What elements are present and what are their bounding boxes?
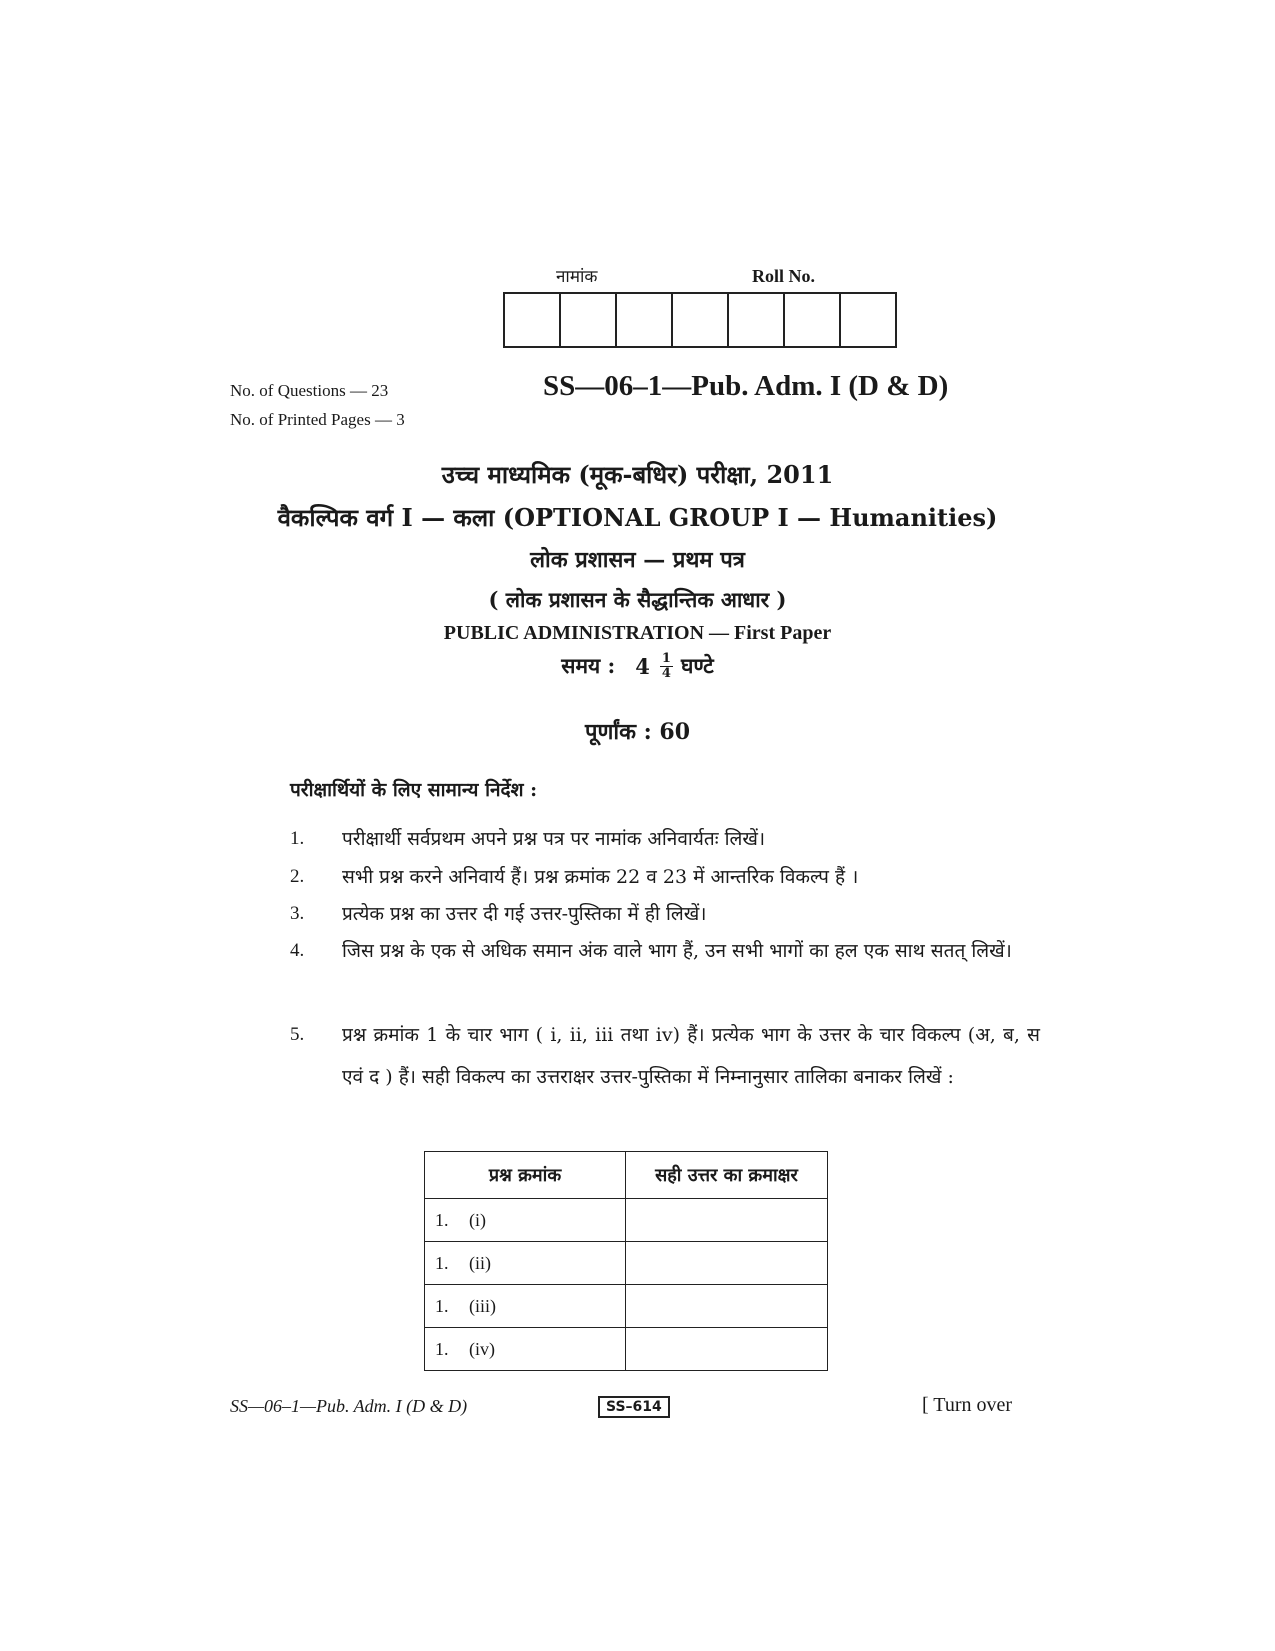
- instruction-number: 3.: [290, 903, 305, 924]
- instruction-text: प्रश्न क्रमांक 1 के चार भाग ( i, ii, iii तथा iv) हैं। प्रत्येक भाग के उत्तर के चार विकल्प (अ, ब, स एवं द ) हैं। सही विकल्प का उत्तराक्षर उत्तर-पुस्तिका में निम्नानुसार तालिका बनाकर लिखें :: [342, 1024, 1040, 1088]
- instruction-number: 4.: [290, 940, 305, 961]
- roll-label-hindi: नामांक: [556, 267, 598, 287]
- instruction-item: [290, 930, 1040, 972]
- time-whole: 4: [635, 653, 650, 679]
- instruction-item: [290, 818, 1040, 860]
- roll-label-english: Roll No.: [752, 266, 815, 286]
- column-header: सही उत्तर का क्रमाक्षर: [626, 1152, 828, 1199]
- time-label: समय :: [561, 653, 616, 679]
- roll-box: [505, 294, 561, 346]
- instruction-text: परीक्षार्थी सर्वप्रथम अपने प्रश्न पत्र पर नामांक अनिवार्यतः लिखें।: [342, 828, 766, 850]
- fraction-denominator: 4: [661, 665, 671, 681]
- question-count: No. of Questions — 23: [230, 381, 389, 400]
- roll-box: [561, 294, 617, 346]
- instruction-text: जिस प्रश्न के एक से अधिक समान अंक वाले भाग हैं, उन सभी भागों का हल एक साथ सतत् लिखें।: [342, 940, 1012, 962]
- table-row: [425, 1242, 828, 1285]
- subject-title-hindi: लोक प्रशासन — प्रथम पत्र: [530, 547, 745, 573]
- paper-code: SS—06–1—Pub. Adm. I (D & D): [543, 370, 949, 402]
- row-part: (i): [469, 1209, 486, 1230]
- instruction-number: 5.: [290, 1024, 305, 1045]
- question-number-cell: [425, 1199, 626, 1242]
- question-number-cell: [425, 1328, 626, 1371]
- row-number: 1.: [435, 1209, 449, 1230]
- roll-number-boxes: [503, 292, 897, 348]
- table-row: [425, 1285, 828, 1328]
- roll-box: [617, 294, 673, 346]
- row-part: (iv): [469, 1338, 495, 1359]
- column-header: प्रश्न क्रमांक: [425, 1152, 626, 1199]
- page-count: No. of Printed Pages — 3: [230, 410, 405, 429]
- answer-cell: [626, 1199, 828, 1242]
- roll-box: [729, 294, 785, 346]
- turn-over-note: [ Turn over: [922, 1394, 1013, 1416]
- question-number-cell: [425, 1242, 626, 1285]
- time-fraction: [660, 652, 673, 680]
- table-row: [425, 1199, 828, 1242]
- row-part: (iii): [469, 1295, 496, 1316]
- roll-box: [841, 294, 895, 346]
- roll-box: [673, 294, 729, 346]
- row-number: 1.: [435, 1295, 449, 1316]
- instructions-heading: परीक्षार्थियों के लिए सामान्य निर्देश :: [290, 779, 538, 801]
- subject-title-english: PUBLIC ADMINISTRATION — First Paper: [443, 622, 832, 644]
- fraction-numerator: 1: [661, 651, 671, 666]
- table-row: [425, 1328, 828, 1371]
- footer-booklet-code: SS–614: [598, 1396, 670, 1418]
- subject-subtitle: ( लोक प्रशासन के सैद्धान्तिक आधार ): [488, 587, 787, 612]
- answer-cell: [626, 1328, 828, 1371]
- instruction-text: प्रत्येक प्रश्न का उत्तर दी गई उत्तर-पुस्तिका में ही लिखें।: [342, 903, 707, 925]
- instruction-item: [290, 856, 1040, 898]
- answer-cell: [626, 1285, 828, 1328]
- instruction-item: [290, 1014, 1040, 1098]
- time-unit: घण्टे: [680, 653, 714, 679]
- instruction-text: सभी प्रश्न करने अनिवार्य हैं। प्रश्न क्रमांक 22 व 23 में आन्तरिक विकल्प हैं ।: [342, 866, 859, 888]
- row-part: (ii): [469, 1252, 491, 1273]
- footer-paper-code: SS—06–1—Pub. Adm. I (D & D): [230, 1396, 468, 1416]
- answer-cell: [626, 1242, 828, 1285]
- answer-table: [424, 1151, 828, 1371]
- exam-title: उच्च माध्यमिक (मूक-बधिर) परीक्षा, 2011: [441, 460, 834, 489]
- instruction-number: 1.: [290, 828, 305, 849]
- roll-box: [785, 294, 841, 346]
- group-title: वैकल्पिक वर्ग I — कला (OPTIONAL GROUP I — Humanities): [277, 503, 998, 532]
- exam-duration: [0, 652, 1275, 680]
- full-marks: पूर्णांक : 60: [584, 719, 691, 745]
- table-header-row: [425, 1152, 828, 1199]
- question-number-cell: [425, 1285, 626, 1328]
- row-number: 1.: [435, 1338, 449, 1359]
- row-number: 1.: [435, 1252, 449, 1273]
- instruction-number: 2.: [290, 866, 305, 887]
- instruction-item: [290, 893, 1040, 935]
